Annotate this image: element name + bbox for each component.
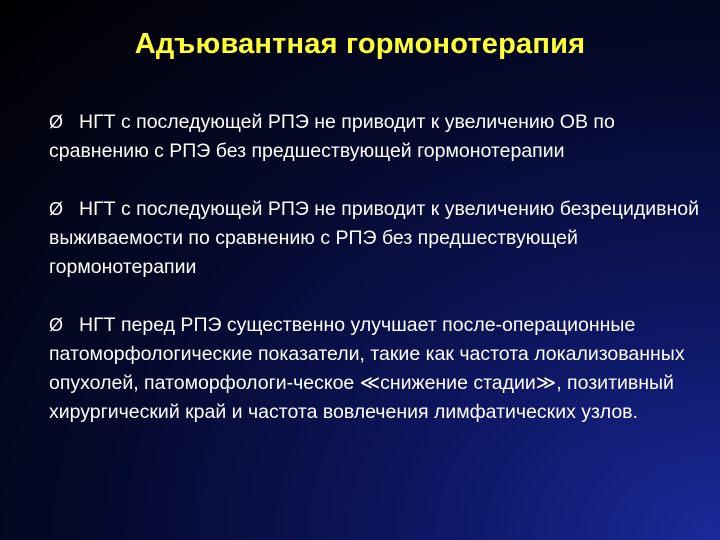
bullet-text: НГТ перед РПЭ существенно улучшает после-операционные патоморфологические показатели, такие как частота локализованных опухолей, патоморфологи-ческое ≪снижение стадии≫, позитивный хирургический край и частота вовлечения лимфатических узлов. <box>49 314 685 423</box>
bullet-item <box>49 108 699 166</box>
slide-title: Адъювантная гормонотерапия <box>134 28 586 60</box>
bullet-item <box>49 195 699 282</box>
bullet-text: НГТ с последующей РПЭ не приводит к увеличению безрецидивной выживаемости по сравнению с РПЭ без предшествующей гормонотерапии <box>49 198 699 278</box>
arrow-bullet-icon: Ø <box>49 315 64 335</box>
arrow-bullet-icon: Ø <box>49 112 64 132</box>
arrow-bullet-icon: Ø <box>49 199 64 219</box>
bullet-list <box>49 108 699 456</box>
bullet-item <box>49 311 699 427</box>
bullet-text: НГТ с последующей РПЭ не приводит к увеличению ОВ по сравнению с РПЭ без предшествующей гормонотерапии <box>49 111 615 162</box>
